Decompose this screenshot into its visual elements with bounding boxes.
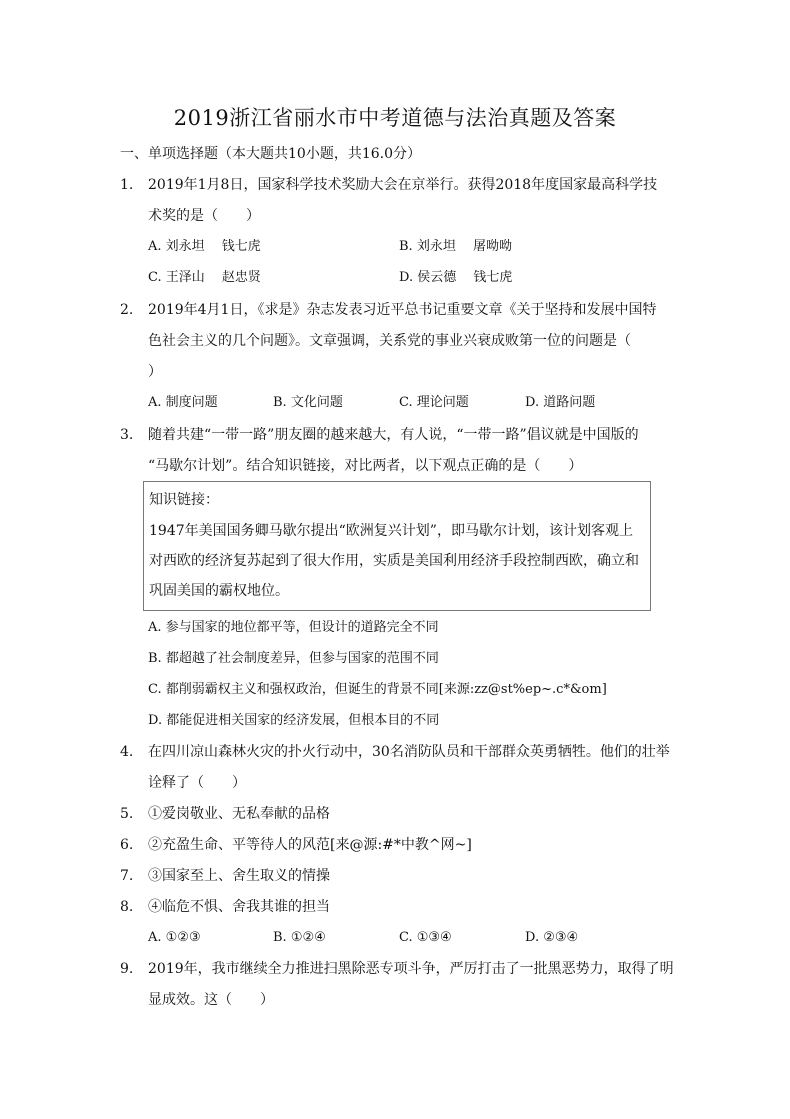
option-b: B. 都超越了社会制度差异，但参与国家的范围不同 [148, 651, 439, 666]
box-text: 1947年美国国务卿马歇尔提出“欧洲复兴计划”，即马歇尔计划，该计划客观上 [149, 523, 633, 539]
question-text: 随着共建“一带一路”朋友圈的越来越大，有人说，“一带一路”倡议就是中国版的 [148, 427, 639, 443]
option-d: D. 都能促进相关国家的经济发展，但根本目的不同 [148, 713, 440, 728]
question-number: 8. [120, 899, 134, 915]
question-text: ①爱岗敬业、无私奉献的品格 [148, 806, 330, 822]
section-heading: 一、单项选择题（本大题共10小题，共16.0分） [120, 146, 421, 162]
question-text: ④临危不惧、舍我其谁的担当 [148, 899, 330, 915]
option-b: B. 文化问题 [273, 395, 343, 410]
question-text: ） [148, 364, 162, 380]
question-text: ③国家至上、舍生取义的情操 [148, 868, 330, 884]
page-title: 2019浙江省丽水市中考道德与法治真题及答案 [173, 106, 617, 130]
box-text: 对西欧的经济复苏起到了很大作用，实质是美国利用经济手段控制西欧，确立和 [149, 553, 639, 569]
question-text: 显成效。这（ ） [148, 992, 274, 1008]
option-d: D. ②③④ [525, 930, 579, 945]
option-b: B. 刘永坦 屠呦呦 [399, 239, 512, 254]
question-number: 5. [120, 806, 134, 822]
option-c: C. 理论问题 [399, 395, 469, 410]
option-b: B. ①②④ [273, 930, 326, 945]
option-c: C. 都削弱霸权主义和强权政治，但诞生的背景不同[来源:zz@st%ep~.c*&om] [148, 682, 607, 697]
question-number: 3. [120, 427, 134, 443]
question-text: ②充盈生命、平等待人的风范[来@源:#*中教^网~] [148, 837, 472, 853]
option-c: C. 王泽山 赵忠贤 [148, 270, 261, 285]
option-d: D. 道路问题 [525, 395, 596, 410]
question-text: 2019年4月1日，《求是》杂志发表习近平总书记重要文章《关于坚持和发展中国特 [148, 302, 657, 318]
question-number: 4. [120, 744, 134, 760]
option-a: A. 刘永坦 钱七虎 [148, 239, 261, 254]
question-text: 2019年1月8日，国家科学技术奖励大会在京举行。获得2018年度国家最高科学技 [148, 177, 658, 193]
question-text: 色社会主义的几个问题》。文章强调，关系党的事业兴衰成败第一位的问题是（ [148, 333, 631, 349]
knowledge-link-box [143, 481, 651, 611]
box-text: 巩固美国的霸权地位。 [149, 583, 289, 599]
option-a: A. ①②③ [148, 930, 201, 945]
question-number: 9. [120, 961, 134, 977]
question-text: 诠释了（ ） [148, 775, 246, 791]
question-text: 在四川凉山森林火灾的扑火行动中，30名消防队员和干部群众英勇牺牲。他们的壮举 [148, 744, 670, 760]
question-number: 1. [120, 177, 134, 193]
box-heading: 知识链接： [149, 492, 219, 508]
question-number: 2. [120, 302, 134, 318]
option-a: A. 参与国家的地位都平等，但设计的道路完全不同 [148, 620, 439, 635]
option-a: A. 制度问题 [148, 395, 218, 410]
question-text: 2019年，我市继续全力推进扫黑除恶专项斗争，严厉打击了一批黑恶势力，取得了明 [148, 961, 674, 977]
option-c: C. ①③④ [399, 930, 452, 945]
question-number: 7. [120, 868, 134, 884]
option-d: D. 侯云德 钱七虎 [399, 270, 513, 285]
question-text: “马歇尔计划”。结合知识链接，对比两者，以下观点正确的是（ ） [148, 458, 583, 474]
question-number: 6. [120, 837, 134, 853]
question-text: 术奖的是（ ） [148, 208, 260, 224]
